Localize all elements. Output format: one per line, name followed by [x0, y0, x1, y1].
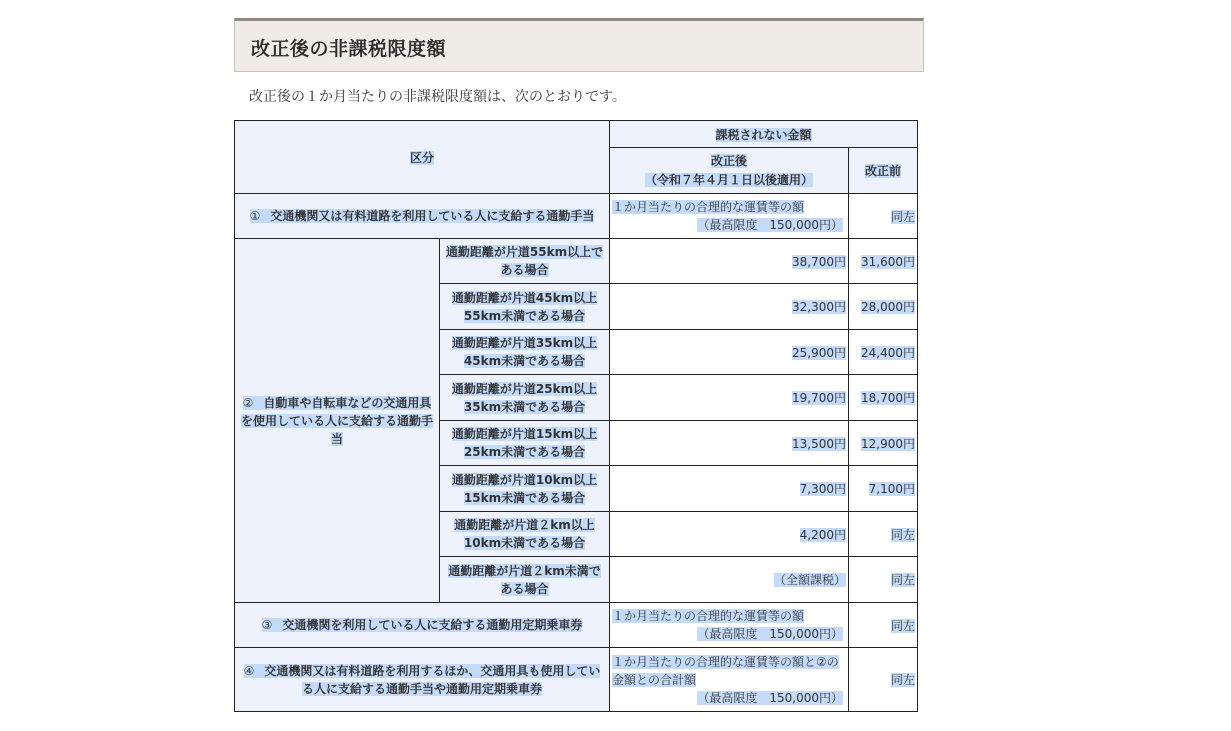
distance-label: 通勤距離が片道２km未満で ある場合 [440, 557, 610, 603]
after-value: 4,200円 [610, 512, 849, 557]
section-heading: 改正後の非課税限度額 [234, 18, 924, 72]
after-value: 19,700円 [610, 375, 849, 421]
before-value: 7,100円 [849, 466, 918, 512]
before-value: 31,600円 [849, 239, 918, 284]
allowance-table [234, 120, 918, 712]
before-value: 12,900円 [849, 421, 918, 466]
row-label: ④ 交通機関又は有料道路を利用するほか、交通用具も使用してい る人に支給する通勤手当や通勤用定期乗車券 [235, 648, 610, 712]
after-value: １か月当たりの合理的な運賃等の額 （最高限度 150,000円） [610, 194, 849, 239]
content-area [234, 18, 924, 705]
distance-label: 通勤距離が片道２km以上 10km未満である場合 [440, 512, 610, 557]
header-after: 改正後 （令和７年４月１日以後適用） [610, 148, 849, 194]
before-value: 28,000円 [849, 284, 918, 330]
distance-label: 通勤距離が片道55km以上で ある場合 [440, 239, 610, 284]
before-value: 同左 [849, 194, 918, 239]
distance-label: 通勤距離が片道35km以上 45km未満である場合 [440, 330, 610, 375]
after-value: 13,500円 [610, 421, 849, 466]
after-value: 7,300円 [610, 466, 849, 512]
distance-label: 通勤距離が片道10km以上 15km未満である場合 [440, 466, 610, 512]
header-non-taxable: 課税されない金額 [610, 121, 918, 148]
distance-label: 通勤距離が片道15km以上 25km未満である場合 [440, 421, 610, 466]
after-value: １か月当たりの合理的な運賃等の額と②の 金額との合計額 （最高限度 150,000円） [610, 648, 849, 712]
row-label: ② 自動車や自転車などの交通用具を使用している人に支給する通勤手当 [235, 239, 440, 603]
table-row [235, 239, 918, 284]
table-row [235, 648, 918, 712]
after-value: １か月当たりの合理的な運賃等の額 （最高限度 150,000円） [610, 603, 849, 648]
before-value: 同左 [849, 557, 918, 603]
header-category: 区分 [235, 121, 610, 194]
distance-label: 通勤距離が片道25km以上 35km未満である場合 [440, 375, 610, 421]
before-value: 同左 [849, 648, 918, 712]
after-value: 38,700円 [610, 239, 849, 284]
table-row [235, 194, 918, 239]
distance-label: 通勤距離が片道45km以上 55km未満である場合 [440, 284, 610, 330]
before-value: 同左 [849, 603, 918, 648]
row-label: ③ 交通機関を利用している人に支給する通勤用定期乗車券 [235, 603, 610, 648]
row-label: ① 交通機関又は有料道路を利用している人に支給する通勤手当 [235, 194, 610, 239]
before-value: 18,700円 [849, 375, 918, 421]
after-value: 25,900円 [610, 330, 849, 375]
before-value: 24,400円 [849, 330, 918, 375]
table-header-row [235, 121, 918, 148]
table-row [235, 603, 918, 648]
after-value: （全額課税） [610, 557, 849, 603]
after-value: 32,300円 [610, 284, 849, 330]
intro-text: 改正後の１か月当たりの非課税限度額は、次のとおりです。 [249, 89, 626, 105]
before-value: 同左 [849, 512, 918, 557]
header-before: 改正前 [849, 148, 918, 194]
